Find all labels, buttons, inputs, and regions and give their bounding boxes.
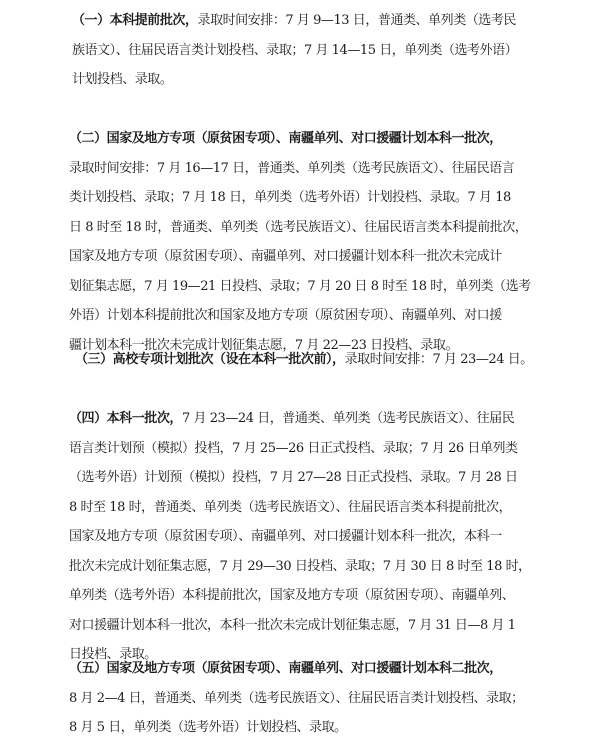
section-4-line: （选考外语）计划预（模拟）投档，7 月 27—28 日正式投档、录取。7 月 28 日 xyxy=(69,470,518,485)
section-2-heading: （二）国家及地方专项（原贫困专项）、南疆单列、对口援疆计划本科一批次， xyxy=(69,131,502,146)
section-2-line: 日 8 时至 18 时，普通类、单列类（选考民族语文）、往届民语言类本科提前批次， xyxy=(69,219,528,235)
section-4-line: 国家及地方专项（原贫困专项）、南疆单列、对口援疆计划本科一批次，本科一 xyxy=(69,529,502,544)
section-2-line: 国家及地方专项（原贫困专项）、南疆单列、对口援疆计划本科一批次未完成计 xyxy=(69,249,502,264)
section-1-line: 计划投档、录取。 xyxy=(72,72,173,87)
section-3-heading: （三）高校专项计划批次（设在本科一批次前）， xyxy=(75,352,345,367)
section-4-text: 7 月 23—24 日，普通类、单列类（选考民族语文）、往届民 xyxy=(181,411,515,426)
section-1-line: 族语文）、往届民语言类计划投档、录取；7 月 14—15 日，单列类（选考外语） xyxy=(72,42,518,58)
section-4-line: 语言类计划预（模拟）投档，7 月 25—26 日正式投档、录取；7 月 26 日单列类 xyxy=(69,440,518,456)
section-2-line: 录取时间安排：7 月 16—17 日，普通类、单列类（选考民族语文）、往届民语言 xyxy=(69,160,515,176)
section-4-line xyxy=(0,404,603,434)
section-2-line: 外语）计划本科提前批次和国家及地方专项（原贫困专项）、南疆单列、对口援 xyxy=(69,308,502,323)
section-3-line xyxy=(0,345,603,375)
section-1 xyxy=(0,6,603,95)
section-2-line: 类计划投档、录取；7 月 18 日，单列类（选考外语）计划投档、录取。7 月 18 xyxy=(69,190,511,205)
section-2-line xyxy=(0,124,603,154)
section-5-line: 8 月 5 日，单列类（选考外语）计划投档、录取。 xyxy=(69,720,347,735)
section-3-text: 录取时间安排：7 月 23—24 日。 xyxy=(344,352,533,367)
section-1-text: 录取时间安排：7 月 9—13 日，普通类、单列类（选考民 xyxy=(197,13,516,28)
section-4 xyxy=(0,404,603,670)
section-4-line: 8 时至 18 时，普通类、单列类（选考民族语文）、往届民语言类本科提前批次， xyxy=(69,499,512,515)
section-4-line: 对口援疆计划本科一批次，本科一批次未完成计划征集志愿，7 月 31 日—8 月 1 xyxy=(69,617,516,633)
section-1-line xyxy=(0,6,603,36)
section-2 xyxy=(0,124,603,360)
section-5-heading: （五）国家及地方专项（原贫困专项）、南疆单列、对口援疆计划本科二批次， xyxy=(69,661,502,676)
section-2-line: 疆计划本科一批次未完成计划征集志愿，7 月 22—23 日投档、录取。 xyxy=(69,337,459,353)
section-4-line: 批次未完成计划征集志愿，7 月 29—30 日投档、录取；7 月 30 日 8 时至 18 时， xyxy=(69,558,531,574)
section-4-heading: （四）本科一批次， xyxy=(69,411,182,426)
section-1-heading: （一）本科提前批次， xyxy=(72,13,198,28)
section-4-line: 单列类（选考外语）本科提前批次，国家及地方专项（原贫困专项）、南疆单列、 xyxy=(69,588,515,603)
section-5 xyxy=(0,654,603,743)
section-5-line xyxy=(0,654,603,684)
section-3 xyxy=(0,345,603,375)
section-5-line: 8 月 2—4 日，普通类、单列类（选考民族语文）、往届民语言类计划投档、录取； xyxy=(69,690,524,706)
section-4-line: 日投档、录取。 xyxy=(69,647,157,662)
section-2-line: 划征集志愿，7 月 19—21 日投档、录取；7 月 20 日 8 时至 18 时，单列类（选考 xyxy=(69,278,531,294)
